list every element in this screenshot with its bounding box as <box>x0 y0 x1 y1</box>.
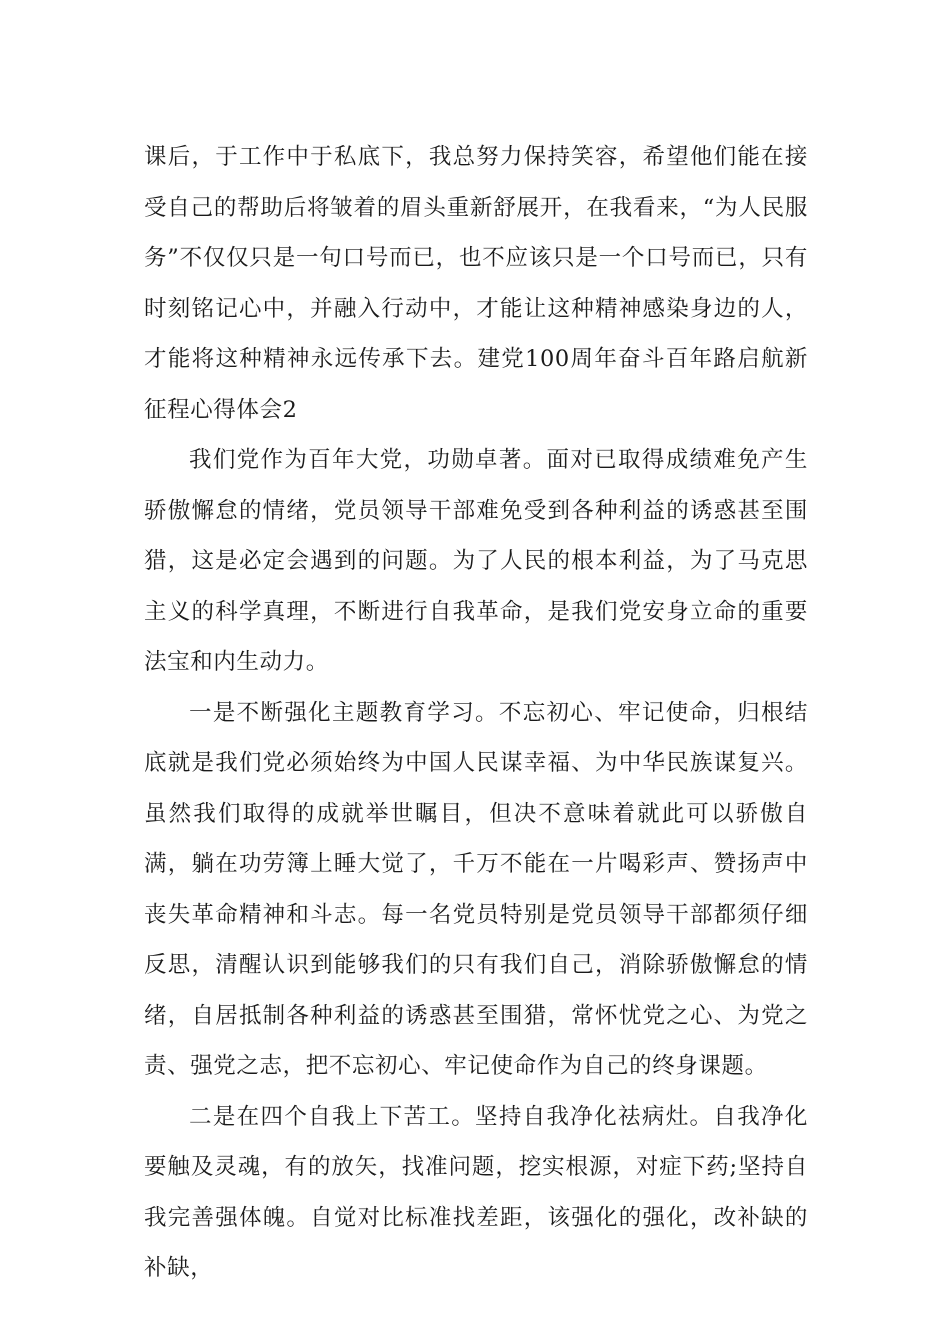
paragraph-point-one: 一是不断强化主题教育学习。不忘初心、牢记使命，归根结底就是我们党必须始终为中国人民谋幸福、为中华民族谋复兴。虽然我们取得的成就举世瞩目，但决不意味着就此可以骄傲自满，躺在功劳簿上睡大觉了，千万不能在一片喝彩声、赞扬声中丧失革命精神和斗志。每一名党员特别是党员领导干部都须仔细反思，清醒认识到能够我们的只有我们自己，消除骄傲懈怠的情绪，自居抵制各种利益的诱惑甚至围猎，常怀忧党之心、为党之责、强党之志，把不忘初心、牢记使命作为自己的终身课题。 <box>144 699 808 1079</box>
document-body <box>144 132 808 1294</box>
paragraph-party-century: 我们党作为百年大党，功勋卓著。面对已取得成绩难免产生骄傲懈怠的情绪，党员领导干部难免受到各种利益的诱惑甚至围猎，这是必定会遇到的问题。为了人民的根本利益，为了马克思主义的科学真理，不断进行自我革命，是我们党安身立命的重要法宝和内生动力。 <box>144 447 808 675</box>
paragraph-continuation: 课后，于工作中于私底下，我总努力保持笑容，希望他们能在接受自己的帮助后将皱着的眉头重新舒展开，在我看来，“为人民服务”不仅仅只是一句口号而已，也不应该只是一个口号而已，只有时刻铭记心中，并融入行动中，才能让这种精神感染身边的人，才能将这种精神永远传承下去。建党100周年奋斗百年路启航新征程心得体会2 <box>144 144 808 423</box>
paragraph-point-two: 二是在四个自我上下苦工。坚持自我净化祛病灶。自我净化要触及灵魂，有的放矢，找准问题，挖实根源，对症下药;坚持自我完善强体魄。自觉对比标准找差距，该强化的强化，改补缺的补缺， <box>144 1103 808 1281</box>
